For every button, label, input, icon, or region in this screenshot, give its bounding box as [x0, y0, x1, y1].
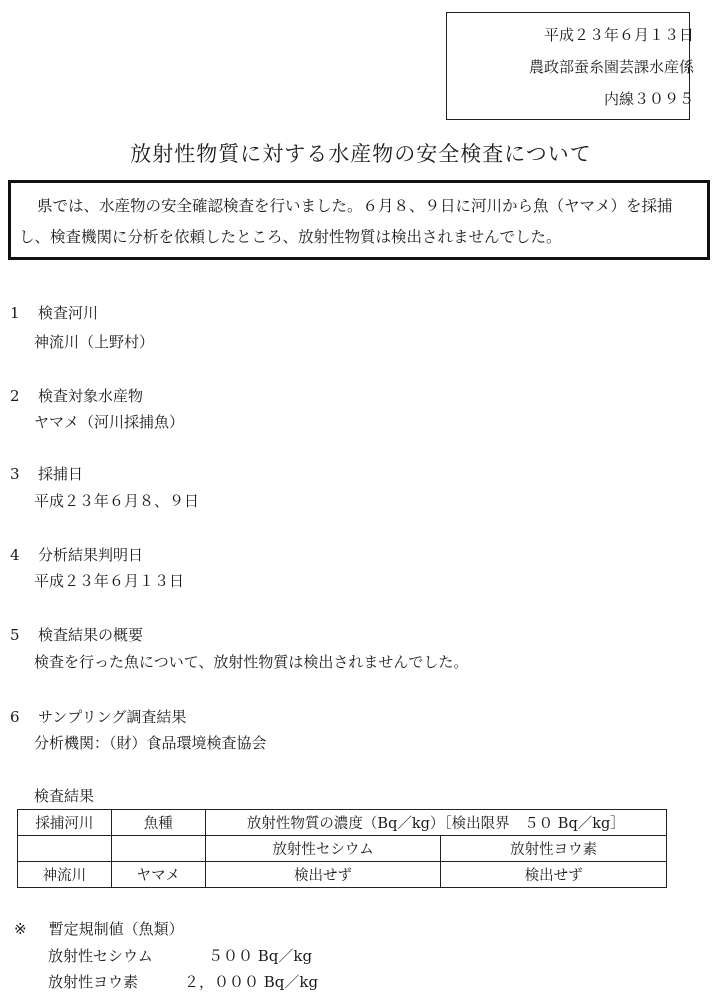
- col-header-cesium: 放射性セシウム: [205, 836, 441, 862]
- section-title: 検査対象水産物: [38, 387, 144, 405]
- col-header-species: 魚種: [111, 810, 205, 836]
- col-header-iodine: 放射性ヨウ素: [441, 836, 667, 862]
- section-4-heading: [10, 544, 143, 565]
- note-item-value: ２，０００ Bq／kg: [184, 973, 319, 991]
- note-item-value: ５００ Bq／kg: [208, 947, 313, 965]
- section-number: 1: [10, 304, 20, 322]
- section-title: 採捕日: [38, 465, 84, 483]
- section-3-heading: [10, 463, 83, 484]
- summary-text: 県では、水産物の安全確認検査を行いました。６月８、９日に河川から魚（ヤマメ）を採捕し、検査機関に分析を依頼したところ、放射性物質は検出されませんでした。: [19, 197, 673, 246]
- section-number: 5: [10, 626, 20, 644]
- section-1-body: 神流川（上野村）: [34, 333, 155, 351]
- section-6-body: 分析機関：（財）食品環境検査協会: [34, 734, 267, 752]
- cell-species: ヤマメ: [111, 862, 205, 888]
- note-title: 暫定規制値（魚類）: [48, 920, 184, 938]
- summary-box: [8, 180, 710, 260]
- page-title: 放射性物質に対する水産物の安全検査について: [130, 142, 592, 166]
- note-item-name: 放射性ヨウ素: [48, 973, 139, 991]
- table-subheader-row: [18, 836, 667, 862]
- col-header-river: 採捕河川: [18, 810, 112, 836]
- section-number: 3: [10, 465, 20, 483]
- table-row: [18, 862, 667, 888]
- section-4-body: 平成２３年６月１３日: [34, 572, 185, 590]
- section-title: 検査結果の概要: [38, 626, 144, 644]
- results-caption: 検査結果: [34, 787, 95, 805]
- section-title: 検査河川: [38, 304, 99, 322]
- section-1-heading: [10, 302, 98, 323]
- note-item-name: 放射性セシウム: [48, 947, 153, 965]
- col-header-concentration: 放射性物質の濃度（Bq／kg）［検出限界 ５０ Bq／kg］: [205, 810, 666, 836]
- section-6-heading: [10, 706, 186, 727]
- department: 農政部蚕糸園芸課水産係: [528, 58, 694, 76]
- section-title: 分析結果判明日: [38, 546, 144, 564]
- extension: 内線３０９５: [603, 90, 694, 108]
- section-2-heading: [10, 385, 143, 406]
- section-2-body: ヤマメ（河川採捕魚）: [34, 413, 185, 431]
- issue-date: 平成２３年６月１３日: [543, 26, 694, 44]
- note-item: [48, 971, 318, 992]
- section-3-body: 平成２３年６月８、９日: [34, 492, 200, 510]
- cell-iodine: 検出せず: [441, 862, 667, 888]
- empty-cell: [111, 836, 205, 862]
- section-number: 2: [10, 387, 20, 405]
- section-title: サンプリング調査結果: [38, 708, 187, 726]
- cell-river: 神流川: [18, 862, 112, 888]
- section-5-heading: [10, 624, 143, 645]
- note-item: [48, 945, 312, 966]
- empty-cell: [18, 836, 112, 862]
- table-header-row: [18, 810, 667, 836]
- cell-cesium: 検出せず: [205, 862, 441, 888]
- note-mark: ※: [14, 920, 27, 938]
- section-5-body: 検査を行った魚について、放射性物質は検出されませんでした。: [34, 653, 469, 671]
- results-table: [17, 809, 667, 888]
- section-number: 6: [10, 708, 20, 726]
- note-heading: [14, 918, 184, 939]
- section-number: 4: [10, 546, 20, 564]
